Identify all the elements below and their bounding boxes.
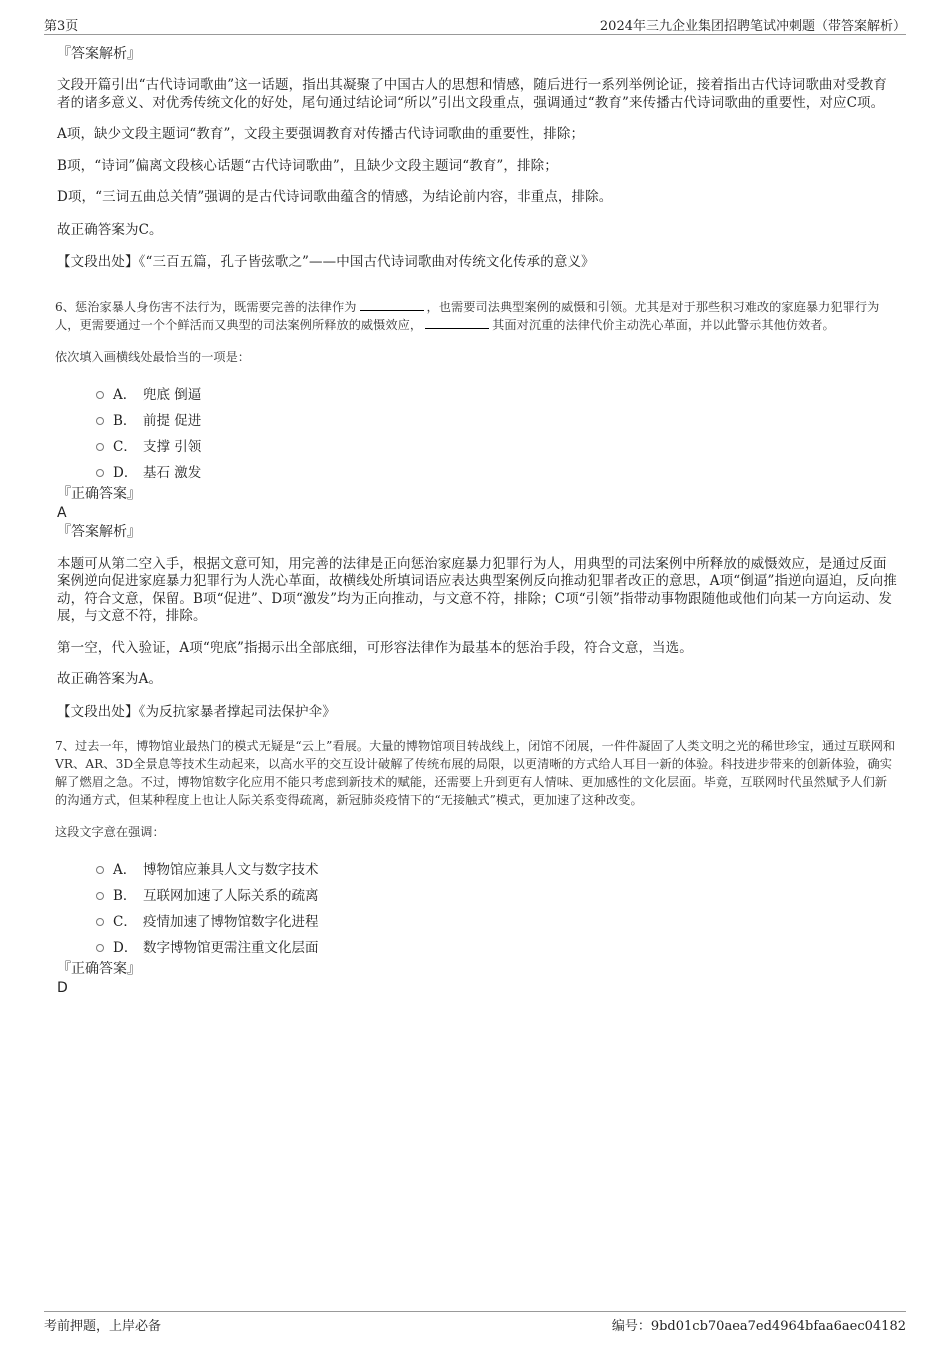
page-footer [44,1311,906,1336]
footer-slogan: 考前押题，上岸必备 [44,1319,162,1334]
q5-conclusion: 故正确答案为C。 [57,221,163,238]
page-number: 第3页 [44,19,79,34]
document-title: 2024年三九企业集团招聘笔试冲刺题（带答案解析） [599,19,906,34]
page-content [55,44,897,997]
document-id: 编号：9bd01cb70aea7ed4964bfaa6aec04182 [611,1319,906,1334]
q7-option-d[interactable]: D． 数字博物馆更需注重文化层面 [96,933,897,959]
radio-icon[interactable] [96,892,104,900]
radio-icon[interactable] [96,918,104,926]
q6-correct-value: A [57,504,67,521]
radio-icon[interactable] [96,866,104,874]
q6-stem [55,298,897,334]
radio-icon[interactable] [96,417,104,425]
radio-icon[interactable] [96,469,104,477]
q7-question: 这段文字意在强调： [55,825,165,839]
q6-options [96,380,897,484]
q6-analysis-paragraph-2: 第一空，代入验证，A项“兜底”指揭示出全部底细，可形容法律作为最基本的惩治手段，符合文意，当选。 [57,639,693,656]
page-header [44,12,906,35]
q5-source: 【文段出处】《“三百五篇，孔子皆弦歌之”——中国古代诗词歌曲对传统文化传承的意义》 [57,254,595,270]
q5-analysis-paragraph-2: A项，缺少文段主题词“教育”，文段主要强调教育对传播古代诗词歌曲的重要性，排除； [57,126,585,142]
q7-option-a[interactable]: A． 博物馆应兼具人文与数字技术 [96,855,897,881]
radio-icon[interactable] [96,391,104,399]
q7-correct-value: D [57,980,68,996]
q6-conclusion: 故正确答案为A。 [57,671,163,687]
radio-icon[interactable] [96,443,104,451]
q6-blank-2 [425,317,489,329]
q5-analysis-paragraph-4: D项，“三词五曲总关情”强调的是古代诗词歌曲蕴含的情感，为结论前内容，非重点，排除。 [57,189,613,205]
q6-stem-part-1: 6、惩治家暴人身伤害不法行为，既需要完善的法律作为 [55,299,357,314]
q7-stem: 7、过去一年，博物馆业最热门的模式无疑是“云上”看展。大量的博物馆项目转战线上，闭馆不闭展，一件件凝固了人类文明之光的稀世珍宝，通过互联网和VR、AR、3D全景息等技术生动起来，以高水平的交互设计破解了传统布展的局限，以更清晰的方式给人耳目一新的体验。科技进步带来的创新体验，确实解了燃眉之急。不过，博物馆数字化应用不能只考虑到新技术的赋能，还需要上升到更有人情味、更加感性的文化层面。毕竟，互联网时代虽然赋予人们新的沟通方式，但某种程度上也让人际关系变得疏离，新冠肺炎疫情下的“无接触式”模式，更加速了这种改变。 [55,739,896,807]
q5-analysis-paragraph-3: B项，“诗词”偏离文段核心话题“古代诗词歌曲”，且缺少文段主题词“教育”，排除； [57,157,558,174]
q6-option-a[interactable]: A． 兜底 倒逼 [96,380,897,406]
radio-icon[interactable] [96,944,104,952]
q6-option-b[interactable]: B． 前提 促进 [96,406,897,432]
q7-option-b[interactable]: B． 互联网加速了人际关系的疏离 [96,881,897,907]
q6-correct-label: 『正确答案』 [57,485,141,502]
q7-option-c[interactable]: C． 疫情加速了博物馆数字化进程 [96,907,897,933]
q6-blank-1 [360,299,424,311]
q6-option-d[interactable]: D． 基石 激发 [96,458,897,484]
q6-option-c[interactable]: C． 支撑 引领 [96,432,897,458]
q6-stem-part-3: 其面对沉重的法律代价主动洗心革面，并以此警示其他仿效者。 [492,317,835,332]
q6-analysis-paragraph-1: 本题可从第二空入手，根据文意可知，用完善的法律是正向惩治家庭暴力犯罪行为人，用典型的司法案例中所释放的威慑效应，是通过反面案例逆向促进家庭暴力犯罪行为人洗心革面，故横线处所填词语应表达典型案例反向推动犯罪者改正的意思，A项“倒逼”指逆向逼迫，反向推动，符合文意，保留。B项“促进”、D项“激发”均为正向推动，与文意不符，排除；C项“引领”指带动事物跟随他或他们向某一方向运动、发展，与文意不符，排除。 [57,555,897,624]
q6-stem-part-2: ，也需要司法典型案例的威慑和引领。尤其是对于那些积习难改的家庭暴力犯罪行为人，更需要通过一个个鲜活而又典型的司法案例所释放的威慑效应， [55,299,880,332]
q5-analysis-label: 『答案解析』 [57,46,141,62]
q6-question: 依次填入画横线处最恰当的一项是： [55,349,250,364]
q7-options [96,855,897,959]
q6-source: 【文段出处】《为反抗家暴者撑起司法保护伞》 [57,703,336,720]
q7-correct-label: 『正确答案』 [57,961,141,977]
q6-analysis-label: 『答案解析』 [57,523,141,540]
q5-analysis-paragraph-1: 文段开篇引出“古代诗词歌曲”这一话题，指出其凝聚了中国古人的思想和情感，随后进行一系列举例论证，接着指出古代诗词歌曲对受教育者的诸多意义、对优秀传统文化的好处，尾句通过结论词“所以”引出文段重点，强调通过“教育”来传播古代诗词歌曲的重要性，对应C项。 [57,77,888,111]
